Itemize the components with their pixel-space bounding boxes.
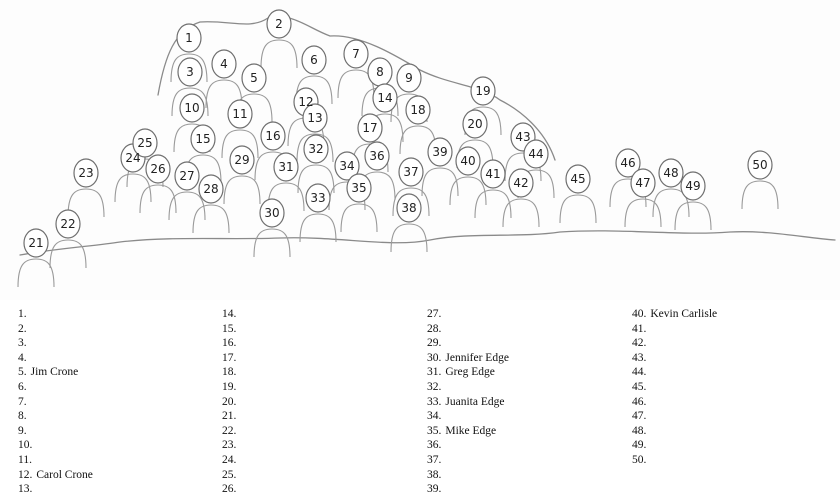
- key-number: 25.: [222, 468, 237, 481]
- key-person-name: Jim Crone: [30, 366, 79, 379]
- person-number-label: 20: [467, 117, 483, 131]
- key-entry: [18, 365, 218, 380]
- key-entry: [222, 453, 422, 468]
- key-number: 39.: [427, 483, 442, 496]
- person-number-label: 44: [528, 147, 544, 161]
- key-column-4: [632, 307, 832, 468]
- key-number: 35.: [427, 424, 442, 437]
- key-entry: [18, 307, 218, 322]
- key-entry: [427, 380, 627, 395]
- person-number-label: 48: [663, 166, 679, 180]
- key-number: 19.: [222, 380, 237, 393]
- person-number-label: 22: [60, 217, 76, 231]
- person-number-label: 31: [278, 160, 294, 174]
- person-number-label: 14: [377, 91, 393, 105]
- key-number: 29.: [427, 337, 442, 350]
- person-number-label: 12: [298, 95, 314, 109]
- key-entry: [632, 424, 832, 439]
- person-number-label: 38: [401, 201, 417, 215]
- key-number: 48.: [632, 424, 647, 437]
- key-entry: [427, 351, 627, 366]
- key-entry: [427, 482, 627, 497]
- key-entry: [222, 380, 422, 395]
- person-number-label: 50: [752, 158, 768, 172]
- person-number-label: 5: [250, 71, 258, 85]
- key-column-3: [427, 307, 627, 497]
- person-number-label: 6: [310, 53, 318, 67]
- key-number: 15.: [222, 322, 237, 335]
- key-number: 11.: [18, 453, 32, 466]
- person-number-label: 37: [403, 165, 419, 179]
- person-number-label: 19: [475, 84, 491, 98]
- key-number: 32.: [427, 380, 442, 393]
- key-number: 4.: [18, 351, 27, 364]
- key-number: 30.: [427, 351, 442, 364]
- key-entry: [18, 336, 218, 351]
- key-number: 20.: [222, 395, 237, 408]
- person-number-label: 17: [362, 121, 378, 135]
- key-entry: [222, 351, 422, 366]
- key-number: 40.: [632, 308, 647, 320]
- person-number-label: 46: [620, 156, 636, 170]
- key-entry: [222, 409, 422, 424]
- person-number-label: 32: [308, 142, 324, 156]
- key-entry: [18, 482, 218, 497]
- person-number-label: 13: [307, 111, 323, 125]
- key-number: 37.: [427, 453, 442, 466]
- person-number-label: 45: [570, 172, 586, 186]
- key-entry: [632, 438, 832, 453]
- key-entry: [18, 453, 218, 468]
- key-person-name: Carol Crone: [36, 468, 93, 481]
- person-number-label: 26: [150, 162, 166, 176]
- key-entry: [222, 482, 422, 497]
- key-number: 49.: [632, 439, 647, 452]
- person-number-label: 47: [635, 176, 651, 190]
- key-number: 34.: [427, 410, 442, 423]
- key-entry: [18, 409, 218, 424]
- person-number-label: 8: [376, 65, 384, 79]
- key-number: 13.: [18, 483, 33, 496]
- key-number: 45.: [632, 380, 647, 393]
- person-number-label: 39: [432, 145, 448, 159]
- key-entry: [18, 322, 218, 337]
- key-number: 43.: [632, 351, 647, 364]
- key-number: 33.: [427, 395, 442, 408]
- key-entry: [427, 336, 627, 351]
- key-entry: [427, 468, 627, 483]
- key-number: 12.: [18, 468, 33, 481]
- key-entry: [427, 322, 627, 337]
- key-number: 5.: [18, 366, 27, 379]
- person-number-label: 49: [685, 179, 701, 193]
- key-entry: [222, 365, 422, 380]
- key-entry: [427, 438, 627, 453]
- key-number: 14.: [222, 308, 237, 320]
- key-number: 42.: [632, 337, 647, 350]
- key-entry: [632, 409, 832, 424]
- key-number: 22.: [222, 424, 237, 437]
- key-number: 44.: [632, 366, 647, 379]
- key-entry: [18, 351, 218, 366]
- person-number-label: 35: [351, 181, 367, 195]
- key-entry: [632, 351, 832, 366]
- key-entry: [18, 438, 218, 453]
- key-number: 21.: [222, 410, 237, 423]
- person-number-label: 11: [232, 107, 248, 121]
- key-number: 24.: [222, 453, 237, 466]
- key-entry: [427, 307, 627, 322]
- key-entry: [632, 336, 832, 351]
- key-entry: [427, 453, 627, 468]
- key-number: 23.: [222, 439, 237, 452]
- key-entry: [222, 395, 422, 410]
- person-number-label: 21: [28, 236, 44, 250]
- key-column-2: [222, 307, 422, 497]
- key-number: 47.: [632, 410, 647, 423]
- key-entry: [222, 424, 422, 439]
- key-entry: [18, 468, 218, 483]
- key-entry: [222, 438, 422, 453]
- key-entry: [632, 365, 832, 380]
- key-number: 9.: [18, 424, 27, 437]
- key-number: 26.: [222, 483, 237, 496]
- person-number-label: 34: [339, 159, 355, 173]
- person-number-label: 16: [265, 129, 281, 143]
- key-number: 36.: [427, 439, 442, 452]
- person-number-label: 28: [203, 182, 219, 196]
- key-number: 1.: [18, 308, 27, 320]
- key-number: 50.: [632, 453, 647, 466]
- person-number-label: 10: [184, 101, 200, 115]
- person-number-label: 3: [186, 65, 194, 79]
- person-number-label: 23: [78, 166, 94, 180]
- person-number-label: 25: [137, 136, 153, 150]
- key-entry: [18, 380, 218, 395]
- person-number-label: 2: [275, 17, 283, 31]
- key-entry: [222, 336, 422, 351]
- person-number-label: 42: [513, 176, 529, 190]
- key-entry: [427, 409, 627, 424]
- person-number-label: 24: [125, 151, 141, 165]
- key-entry: [18, 395, 218, 410]
- key-number: 8.: [18, 410, 27, 423]
- key-number: 7.: [18, 395, 27, 408]
- key-entry: [427, 395, 627, 410]
- person-number-label: 43: [515, 130, 531, 144]
- key-number: 10.: [18, 439, 33, 452]
- key-entry: [427, 365, 627, 380]
- person-number-label: 40: [460, 154, 476, 168]
- key-number: 18.: [222, 366, 237, 379]
- key-person-name: Jennifer Edge: [445, 351, 509, 364]
- key-number: 17.: [222, 351, 237, 364]
- person-number-label: 7: [352, 47, 360, 61]
- key-entry: [222, 322, 422, 337]
- key-entry: [18, 424, 218, 439]
- person-number-label: 18: [410, 103, 426, 117]
- key-entry: [632, 380, 832, 395]
- key-column-1: [18, 307, 218, 497]
- key-entry: [632, 307, 832, 322]
- key-number: 2.: [18, 322, 27, 335]
- key-entry: [427, 424, 627, 439]
- key-number: 46.: [632, 395, 647, 408]
- person-number-label: 27: [179, 169, 195, 183]
- key-number: 6.: [18, 380, 27, 393]
- key-number: 38.: [427, 468, 442, 481]
- person-number-label: 33: [310, 191, 326, 205]
- person-number-label: 30: [264, 206, 280, 220]
- person-number-label: 29: [234, 153, 250, 167]
- person-number-label: 36: [369, 149, 385, 163]
- key-person-name: Mike Edge: [445, 424, 497, 437]
- person-number-label: 9: [405, 71, 413, 85]
- key-number: 16.: [222, 337, 237, 350]
- key-number: 31.: [427, 366, 442, 379]
- key-number: 28.: [427, 322, 442, 335]
- key-person-name: Juanita Edge: [445, 395, 505, 408]
- person-number-label: 4: [220, 57, 228, 71]
- person-number-label: 15: [195, 132, 211, 146]
- key-person-name: Greg Edge: [445, 366, 495, 379]
- person-number-label: 1: [185, 31, 193, 45]
- key-entry: [222, 307, 422, 322]
- key-entry: [222, 468, 422, 483]
- key-person-name: Kevin Carlisle: [650, 308, 718, 320]
- key-number: 27.: [427, 308, 442, 320]
- key-entry: [632, 453, 832, 468]
- key-entry: [632, 395, 832, 410]
- person-number-label: 41: [485, 167, 501, 181]
- key-number: 41.: [632, 322, 647, 335]
- key-number: 3.: [18, 337, 27, 350]
- key-entry: [632, 322, 832, 337]
